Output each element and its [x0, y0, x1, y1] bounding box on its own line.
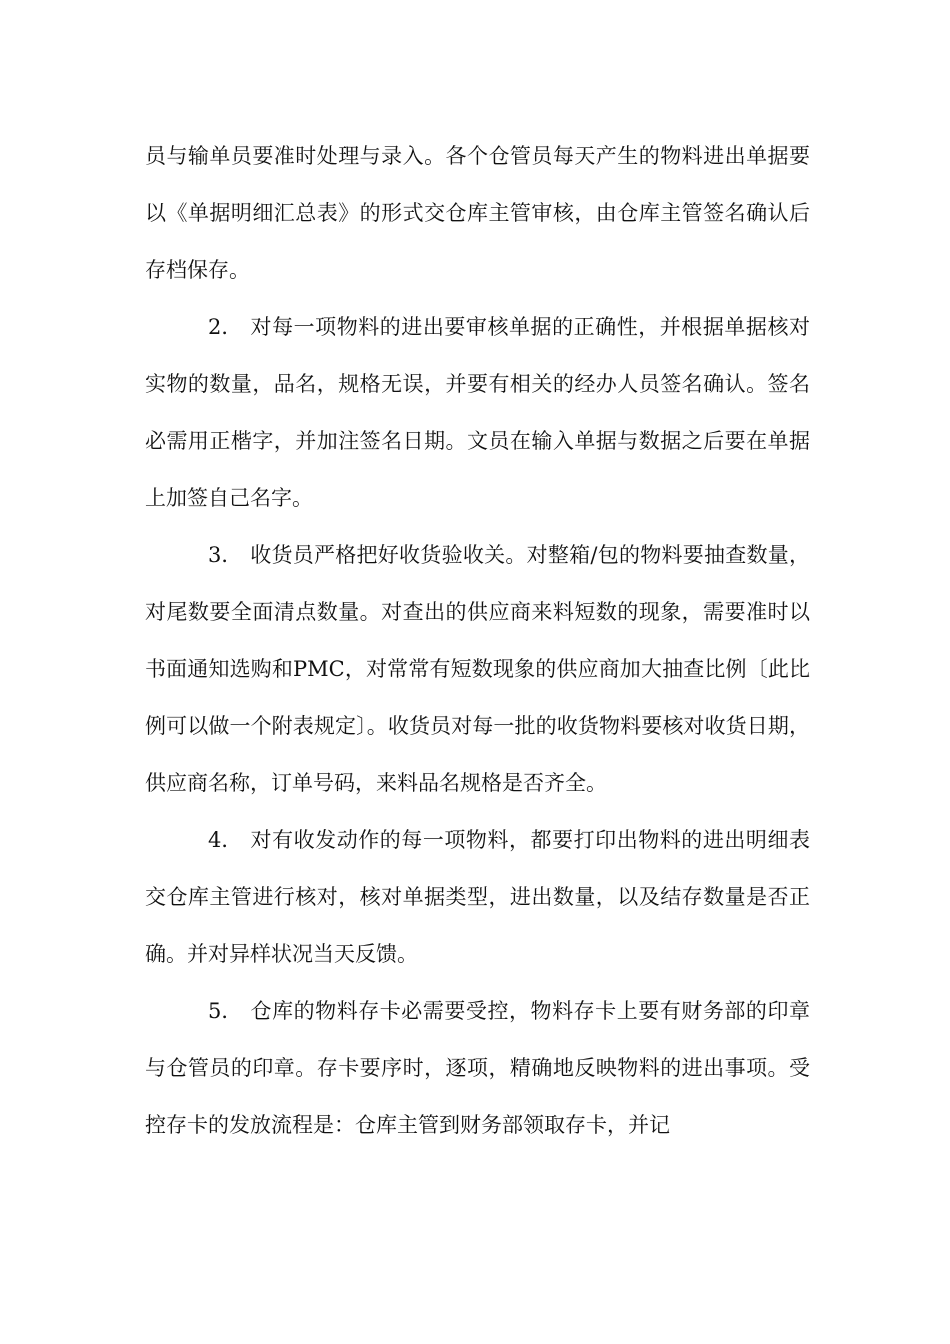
- paragraph-text: 对有收发动作的每一项物料，都要打印出物料的进出明细表交仓库主管进行核对，核对单据类型，进出数量，以及结存数量是否正确。并对异样状况当天反馈。: [145, 828, 810, 966]
- paragraph-item-3: [145, 527, 810, 812]
- paragraph-continuation: [145, 128, 810, 299]
- paragraph-text: 收货员严格把好收货验收关。对整箱/包的物料要抽查数量，对尾数要全面清点数量。对查出的供应商来料短数的现象，需要准时以书面通知选购和PMC，对常常有短数现象的供应商加大抽查比例〔此比例可以做一个附表规定〕。收货员对每一批的收货物料要核对收货日期，供应商名称，订单号码，来料品名规格是否齐全。: [145, 543, 810, 795]
- paragraph-item-4: [145, 812, 810, 983]
- paragraph-number: 3．: [208, 543, 243, 567]
- paragraph-text: 仓库的物料存卡必需要受控，物料存卡上要有财务部的印章与仓管员的印章。存卡要序时，逐项，精确地反映物料的进出事项。受控存卡的发放流程是：仓库主管到财务部领取存卡，并记: [145, 999, 810, 1137]
- paragraph-number: 4．: [208, 828, 243, 852]
- paragraph-text: 员与输单员要准时处理与录入。各个仓管员每天产生的物料进出单据要以《单据明细汇总表》的形式交仓库主管审核，由仓库主管签名确认后存档保存。: [145, 144, 810, 282]
- paragraph-number: 2．: [208, 315, 243, 339]
- paragraph-text: 对每一项物料的进出要审核单据的正确性，并根据单据核对实物的数量，品名，规格无误，并要有相关的经办人员签名确认。签名必需用正楷字，并加注签名日期。文员在输入单据与数据之后要在单据上加签自己名字。: [145, 315, 810, 510]
- paragraph-item-2: [145, 299, 810, 527]
- document-body: [145, 128, 810, 1154]
- paragraph-number: 5．: [208, 999, 243, 1023]
- paragraph-item-5: [145, 983, 810, 1154]
